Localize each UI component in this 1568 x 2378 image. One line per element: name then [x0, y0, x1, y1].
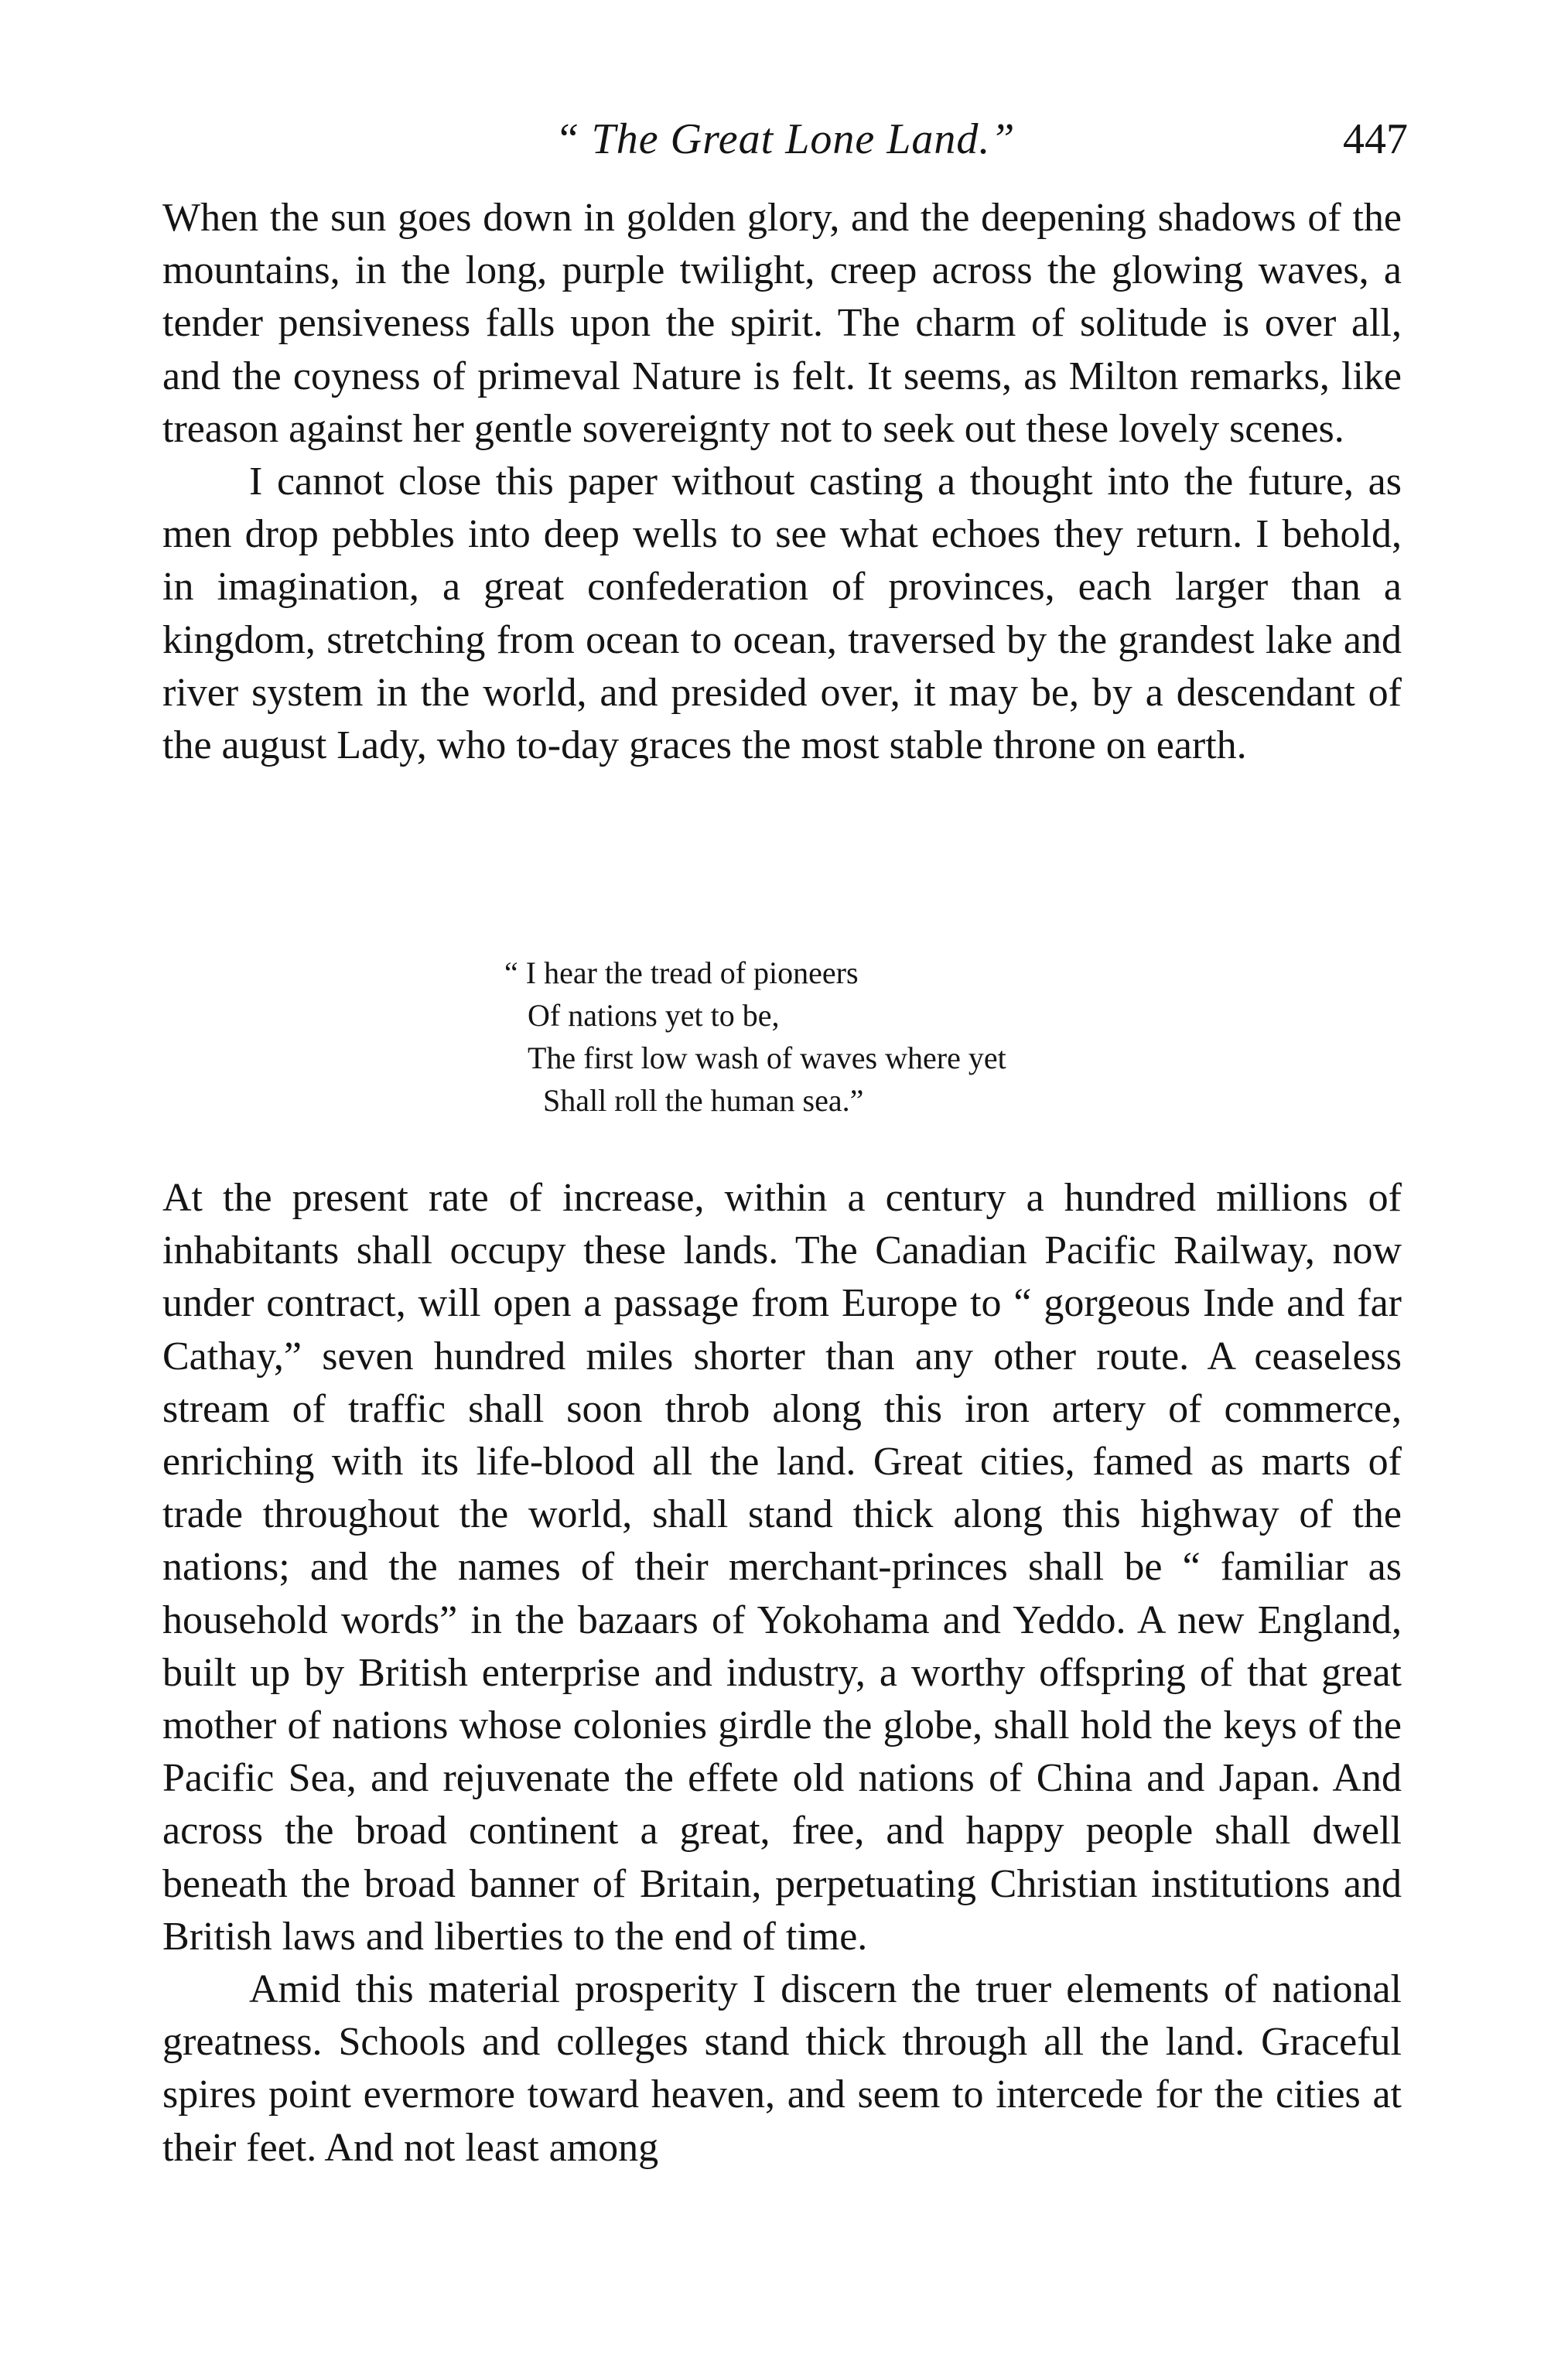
body-text-bottom — [162, 1172, 1402, 2175]
body-text-top — [162, 192, 1402, 772]
running-header — [162, 114, 1408, 184]
paragraph: At the present rate of increase, within a century a hundred millions of inhabitants shall occupy these lands. The Canadian Pacific Railway, now under contract, will open a passage from Europe to “ gorgeous Inde and far Cathay,” seven hundred miles shorter than any other route. A ceaseless stream of traffic shall soon throb along this iron artery of commerce, enriching with its life-blood all the land. Great cities, famed as marts of trade throughout the world, shall stand thick along this highway of the nations; and the names of their merchant-princes shall be “ familiar as household words” in the bazaars of Yokohama and Yeddo. A new England, built up by British enterprise and industry, a worthy offspring of that great mother of nations whose colonies girdle the globe, shall hold the keys of the Pacific Sea, and rejuvenate the effete old nations of China and Japan. And across the broad continent a great, free, and happy people shall dwell beneath the broad banner of Britain, perpetuating Christian institutions and British laws and liberties to the end of time. — [162, 1176, 1402, 1959]
verse-quotation — [495, 952, 1191, 1122]
paragraph: Amid this material prosperity I discern the truer elements of national greatness. Schools and colleges stand thick through all the land. Graceful spires point evermore toward heaven, and seem to intercede for the cities at their feet. And not least among — [162, 1967, 1402, 2170]
paragraph: When the sun goes down in golden glory, and the deepening shadows of the mountains, in the long, purple twilight, creep across the glowing waves, a tender pensiveness falls upon the spirit. The charm of solitude is over all, and the coyness of primeval Nature is felt. It seems, as Milton remarks, like treason against her gentle sovereignty not to seek out these lovely scenes. — [162, 196, 1402, 451]
verse-line: Of nations yet to be, — [528, 998, 780, 1033]
page-number: 447 — [1343, 115, 1408, 163]
verse-line: Shall roll the human sea.” — [543, 1083, 864, 1118]
verse-line: The first low wash of waves where yet — [528, 1040, 1006, 1075]
paragraph: I cannot close this paper without casting a thought into the future, as men drop pebbles into deep wells to see what echoes they return. I behold, in imagination, a great confederation of provinces, each larger than a kingdom, stretching from ocean to ocean, traversed by the grandest lake and river system in the world, and presided over, it may be, by a descendant of the august Lady, who to-day graces the most stable throne on earth. — [162, 460, 1402, 768]
verse-line: “ I hear the tread of pioneers — [504, 955, 859, 990]
running-title: “ The Great Lone Land.” — [555, 115, 1016, 163]
